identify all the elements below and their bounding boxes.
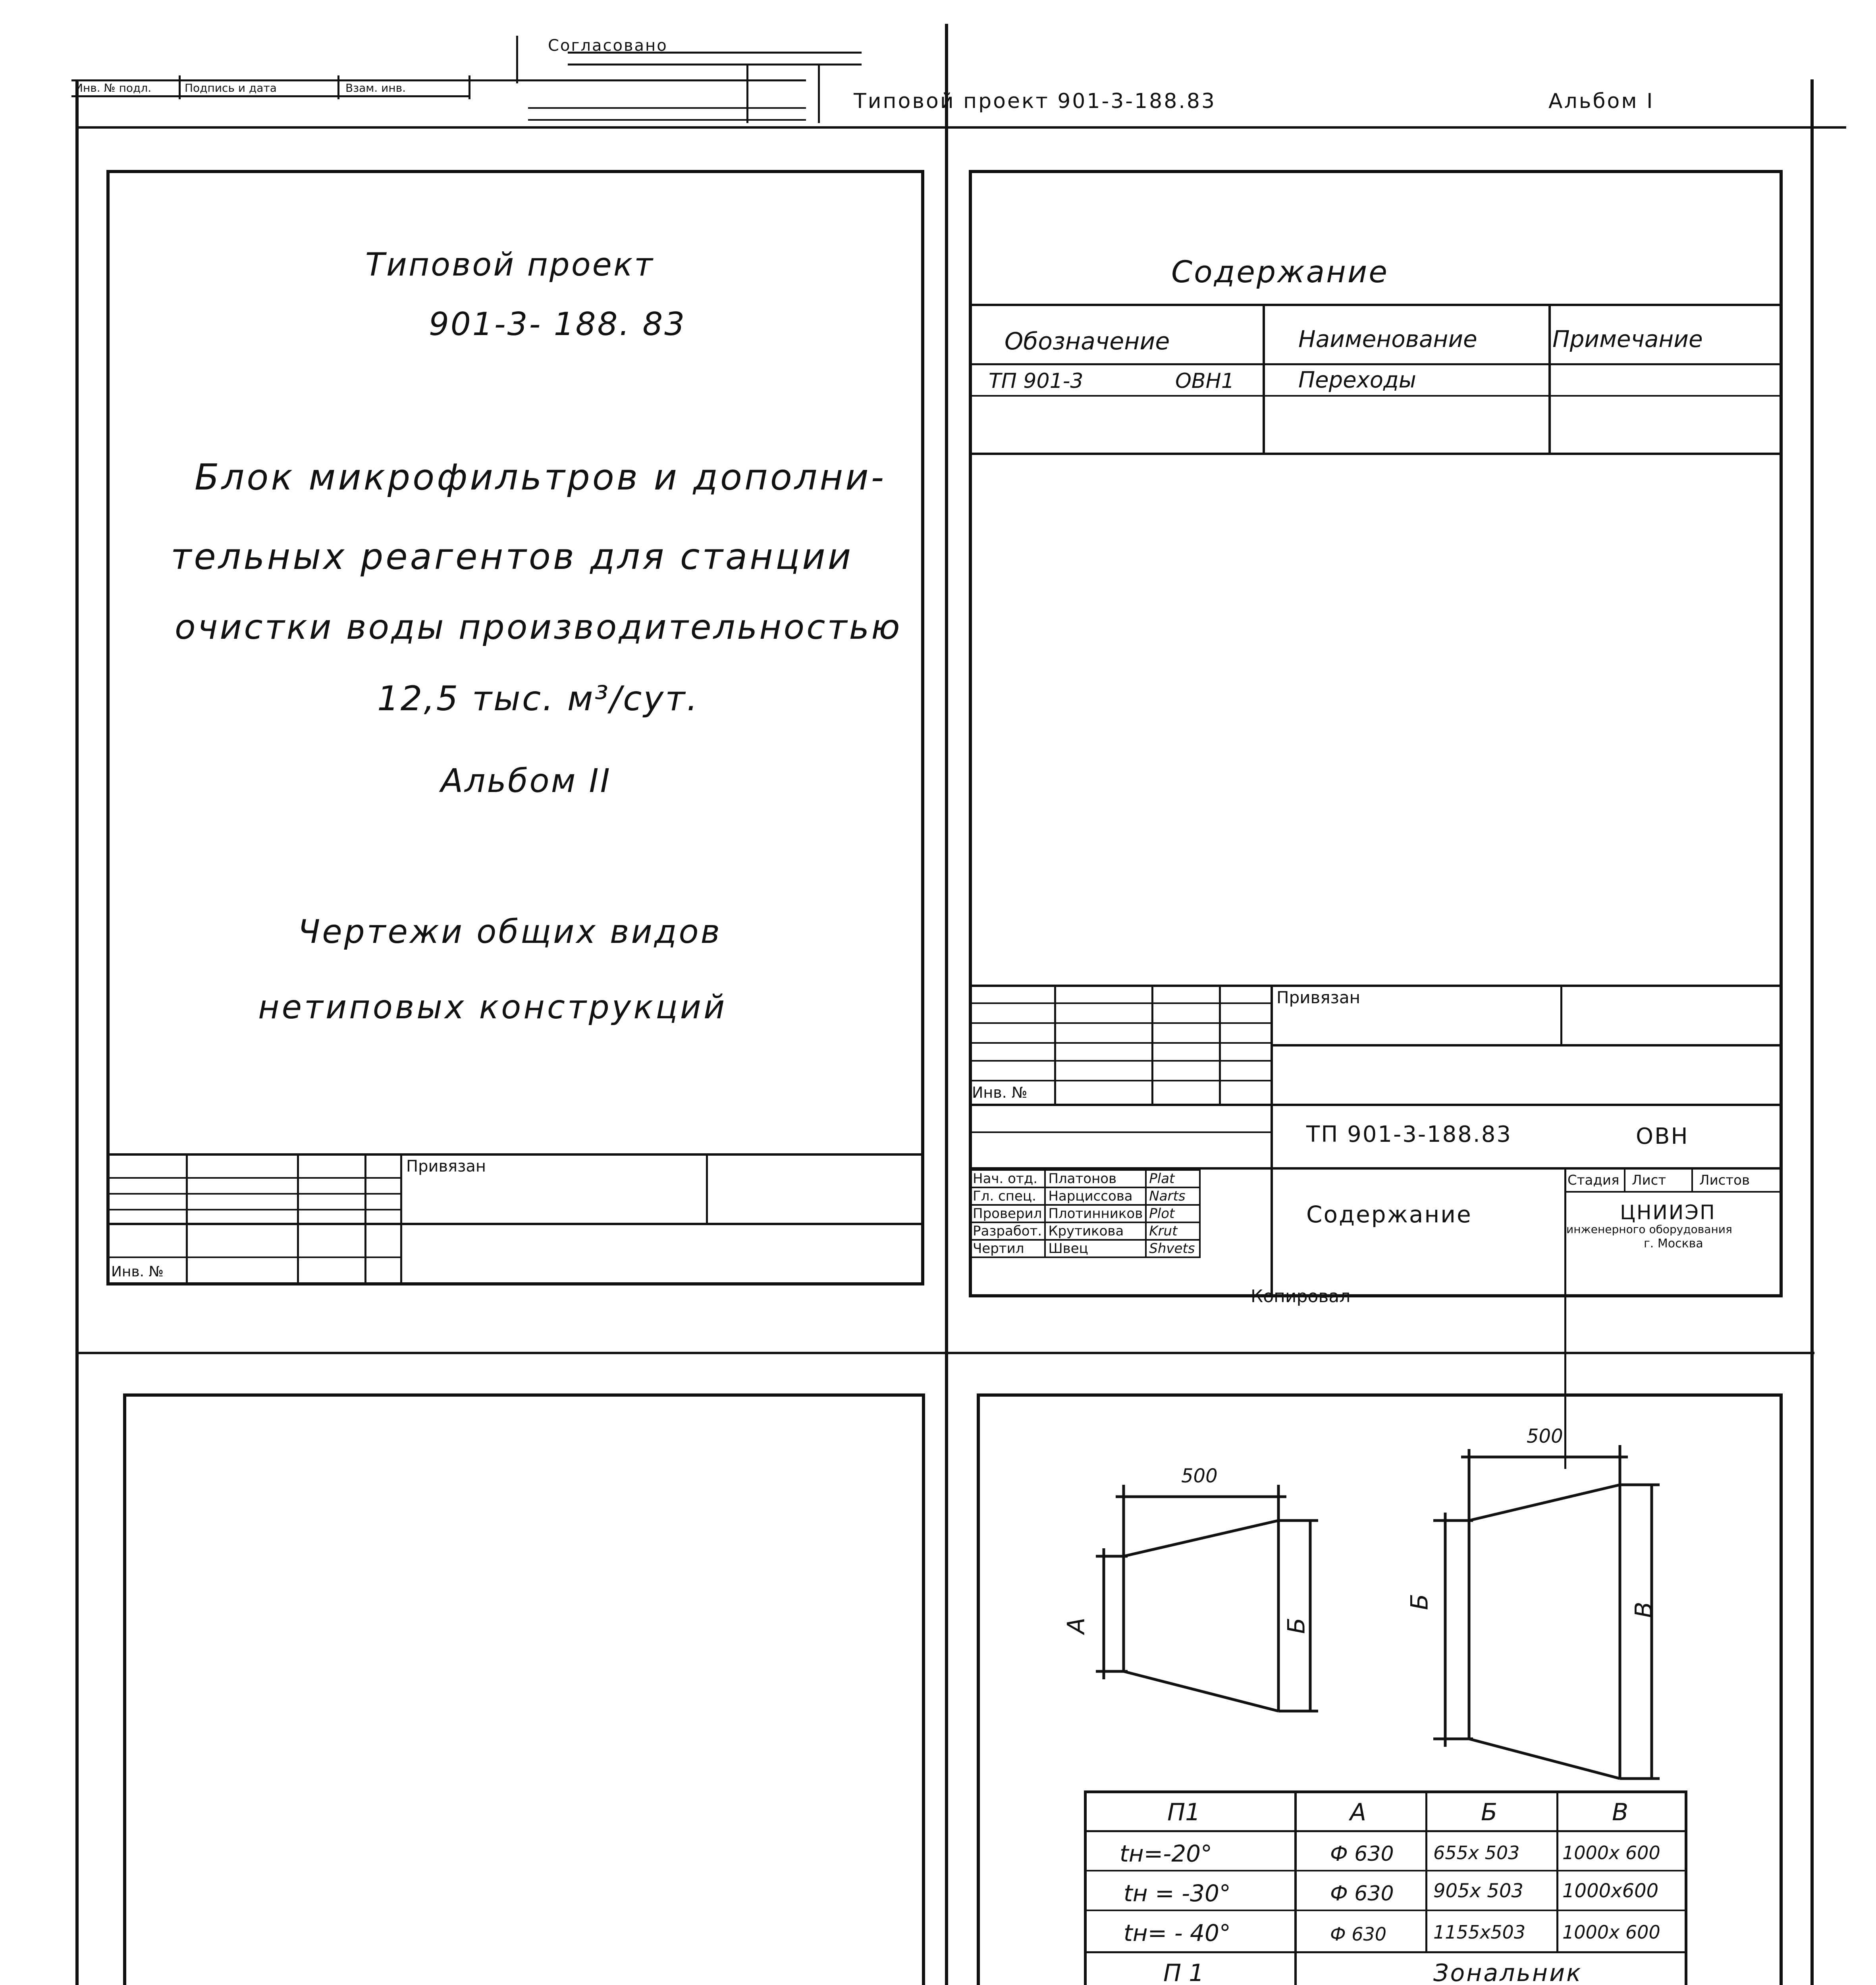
table-r2-b: 905х 503 (1433, 1880, 1523, 1902)
title-line1: Типовой проект (365, 246, 654, 283)
label-V: В (1630, 1601, 1658, 1618)
table-r3-t: tн= - 40° (1124, 1919, 1231, 1946)
signature-mark: Narts (1146, 1187, 1200, 1205)
table-h1-p1: П1 (1167, 1798, 1201, 1826)
contents-row-suffix: ОВН1 (1175, 369, 1234, 393)
contents-title: Содержание (1171, 254, 1389, 289)
table-row: Чертил Швец Shvets (970, 1240, 1200, 1257)
reducer1-bottom-edge (1124, 1671, 1278, 1711)
table-h2-p1: П 1 (1163, 1959, 1204, 1985)
table-h2-zonal: Зональник (1433, 1959, 1583, 1985)
title-desc2: тельных реагентов для станции (171, 536, 854, 578)
table-r1-v: 1000х 600 (1562, 1842, 1660, 1864)
transition-drawing (977, 1390, 1783, 1747)
table-h1-b: Б (1481, 1798, 1498, 1826)
table-r2-a: Ф 630 (1330, 1882, 1394, 1906)
table-r3-a: Ф 630 (1330, 1923, 1387, 1945)
contents-signature-table (969, 1169, 1201, 1258)
title-album: Альбом II (441, 762, 611, 800)
table-h1-a: А (1350, 1798, 1367, 1826)
title-inv: Инв. № (111, 1264, 164, 1280)
contents-sheets: Листов (1699, 1172, 1750, 1188)
title-desc3: очистки воды производительностью (175, 607, 902, 647)
table-r1-a: Ф 630 (1330, 1842, 1394, 1866)
contents-stage-block (1564, 1169, 1783, 1276)
contents-org-city: г. Москва (1644, 1237, 1703, 1251)
title-sheet-stamp (106, 1153, 924, 1285)
contents-doc-code: ТП 901-3-188.83 (1306, 1122, 1512, 1147)
dim-500-right: 500 (1527, 1425, 1563, 1447)
center-vertical-divider (945, 24, 948, 1985)
contents-copied: Копировал (1251, 1286, 1351, 1307)
contents-org: ЦНИИЭП (1620, 1201, 1716, 1224)
outer-left-border (75, 79, 79, 1985)
contents-sheet: Лист (1632, 1172, 1666, 1188)
contents-privyazan: Привязан (1276, 988, 1361, 1007)
contents-doc-mark: ОВН (1636, 1124, 1689, 1149)
contents-row-name: Переходы (1298, 367, 1416, 393)
blank-sheet-frame (123, 1393, 925, 1985)
parameters-table (1084, 1790, 1687, 1985)
label-A: А (1062, 1617, 1090, 1634)
contents-row-code: ТП 901-3 (989, 369, 1084, 393)
table-row: Разработ. Крутикова Krut (970, 1222, 1200, 1240)
title-desc1: Блок микрофильтров и дополни- (195, 457, 887, 498)
title-privyazan: Привязан (406, 1157, 486, 1176)
header-project-label: Типовой проект 901-3-188.83 (854, 89, 1217, 113)
table-r3-b: 1155х503 (1433, 1921, 1526, 1943)
contents-table (969, 304, 1783, 455)
agreed-label: Согласовано (548, 37, 668, 55)
stamp-col-inv: Инв. № подл. (75, 81, 152, 94)
table-r1-b: 655х 503 (1433, 1842, 1520, 1864)
table-r1-t: tн=-20° (1120, 1840, 1212, 1867)
reducer1-top-edge (1124, 1521, 1278, 1556)
table-r3-v: 1000х 600 (1562, 1921, 1660, 1943)
table-row: Гл. спец. Нарциссова Narts (970, 1187, 1200, 1205)
table-r2-v: 1000х600 (1562, 1880, 1659, 1902)
title-sub2: нетиповых конструкций (258, 989, 727, 1026)
label-B-right: Б (1406, 1594, 1434, 1610)
header-strip (71, 36, 806, 127)
title-desc4: 12,5 тыс. м³/сут. (377, 679, 699, 719)
contents-inv: Инв. № (972, 1084, 1028, 1101)
contents-col-name: Наименование (1298, 326, 1477, 353)
signature-mark: Krut (1146, 1222, 1200, 1240)
table-r2-t: tн = -30° (1124, 1880, 1231, 1907)
signature-mark: Plat (1146, 1170, 1200, 1187)
contents-sheet-title: Содержание (1306, 1201, 1472, 1228)
title-sub1: Чертежи общих видов (298, 913, 722, 951)
signature-mark: Shvets (1146, 1240, 1200, 1257)
contents-col-note: Примечание (1552, 326, 1703, 353)
contents-org-sub: инженерного оборудования (1566, 1223, 1732, 1236)
table-row: Проверил Плотинников Plot (970, 1205, 1200, 1222)
title-line2: 901-3- 188. 83 (429, 306, 686, 343)
outer-right-border (1810, 79, 1814, 1985)
table-row: Нач. отд. Платонов Plat (970, 1170, 1200, 1187)
signature-mark: Plot (1146, 1205, 1200, 1222)
center-horizontal-divider (75, 1352, 1814, 1354)
header-album-label: Альбом I (1548, 89, 1654, 113)
dim-500-left: 500 (1181, 1465, 1218, 1487)
table-h1-v: В (1612, 1798, 1629, 1826)
stamp-col-sign: Подпись и дата (185, 81, 277, 94)
stamp-col-replace: Взам. инв. (345, 81, 406, 94)
contents-stage: Стадия (1568, 1172, 1620, 1188)
reducer2-top-edge (1469, 1485, 1620, 1521)
contents-col-code: Обозначение (1005, 328, 1170, 355)
label-B-left: Б (1282, 1617, 1311, 1634)
